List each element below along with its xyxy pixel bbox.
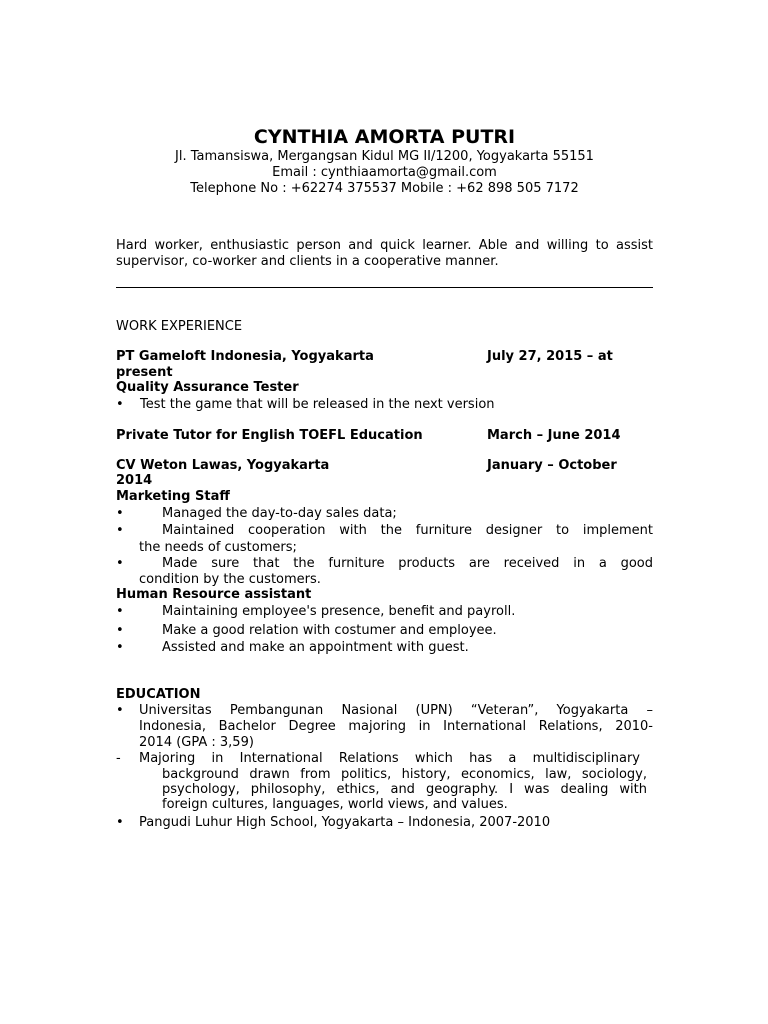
marketing-bullet-2-line1: Maintained cooperation with the furniture designer to implement <box>162 523 653 538</box>
major-line4: foreign cultures, languages, world views, and values. <box>162 797 508 812</box>
hr-bullet-2: Make a good relation with costumer and employee. <box>162 623 497 638</box>
job3-company: CV Weton Lawas, Yogyakarta <box>116 458 330 473</box>
bullet: • <box>116 506 124 521</box>
job1-bullet-1: Test the game that will be released in the next version <box>140 397 495 412</box>
job3-role-marketing: Marketing Staff <box>116 489 230 504</box>
marketing-bullet-1: Managed the day-to-day sales data; <box>162 506 397 521</box>
bullet: • <box>116 604 124 619</box>
job3-role-hr: Human Resource assistant <box>116 587 312 602</box>
uni-line1: Universitas Pembangunan Nasional (UPN) “Veteran”, Yogyakarta – <box>139 703 653 718</box>
marketing-bullet-3-line1: Made sure that the furniture products are received in a good <box>162 556 653 571</box>
dash: - <box>116 751 121 766</box>
job3-date: January – October <box>487 458 617 473</box>
job3-date-cont: 2014 <box>116 473 153 488</box>
bullet: • <box>116 523 124 538</box>
work-experience-heading: WORK EXPERIENCE <box>116 319 243 334</box>
summary: Hard worker, enthusiastic person and quick learner. Able and willing to assist supervisor, co-worker and clients in a cooperative manner. <box>116 238 653 269</box>
job2-date: March – June 2014 <box>487 428 621 443</box>
major-line1: Majoring in International Relations which has a multidisciplinary <box>139 751 640 766</box>
job1-date-cont: present <box>116 365 173 380</box>
bullet: • <box>116 556 124 571</box>
uni-line3: 2014 (GPA : 3,59) <box>139 735 254 750</box>
uni-line2: Indonesia, Bachelor Degree majoring in International Relations, 2010- <box>139 719 653 734</box>
address: Jl. Tamansiswa, Mergangsan Kidul MG II/1200, Yogyakarta 55151 <box>175 149 594 164</box>
school: Pangudi Luhur High School, Yogyakarta – Indonesia, 2007-2010 <box>139 815 551 830</box>
email: Email : cynthiaamorta@gmail.com <box>272 165 497 180</box>
candidate-name: CYNTHIA AMORTA PUTRI <box>253 126 516 148</box>
bullet: • <box>116 815 124 830</box>
phone: Telephone No : +62274 375537 Mobile : +62 898 505 7172 <box>190 181 579 196</box>
marketing-bullet-3-line2: condition by the customers. <box>139 572 321 587</box>
job1-date: July 27, 2015 – at <box>487 349 613 364</box>
hr-bullet-3: Assisted and make an appointment with guest. <box>162 640 469 655</box>
bullet: • <box>116 623 124 638</box>
major-line3: psychology, philosophy, ethics, and geography. I was dealing with <box>162 782 647 797</box>
bullet: • <box>116 640 124 655</box>
major-line2: background drawn from politics, history, economics, law, sociology, <box>162 767 647 782</box>
job2-company: Private Tutor for English TOEFL Education <box>116 428 423 443</box>
bullet: • <box>116 703 124 718</box>
hr-bullet-1: Maintaining employee's presence, benefit and payroll. <box>162 604 516 619</box>
job1-company: PT Gameloft Indonesia, Yogyakarta <box>116 349 374 364</box>
job1-role: Quality Assurance Tester <box>116 380 299 395</box>
bullet: • <box>116 397 124 412</box>
education-heading: EDUCATION <box>116 687 201 702</box>
marketing-bullet-2-line2: the needs of customers; <box>139 540 297 555</box>
divider <box>116 287 653 288</box>
